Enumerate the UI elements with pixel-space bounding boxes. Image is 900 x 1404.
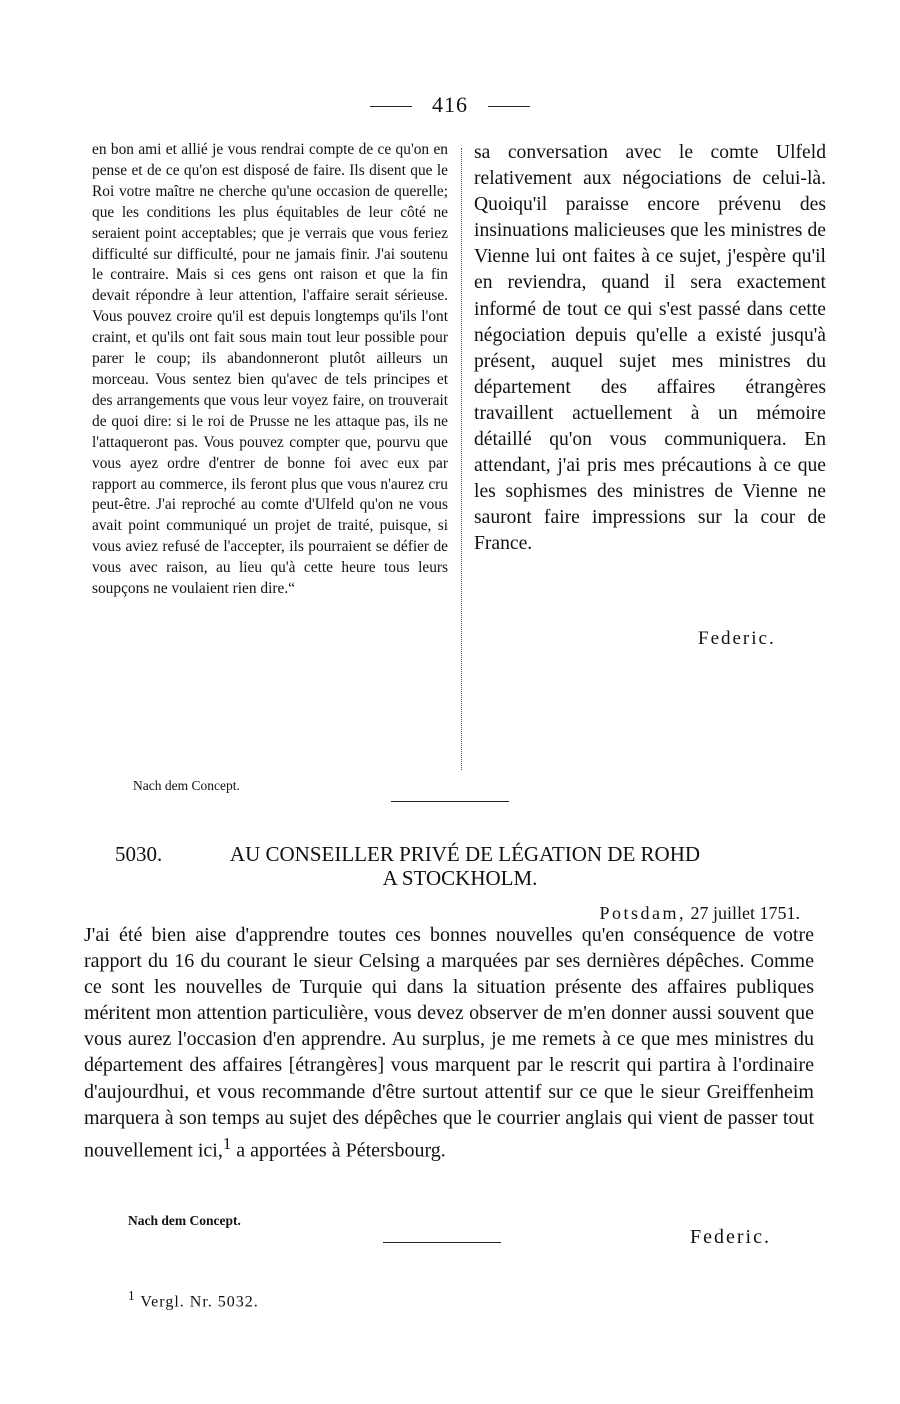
dash-rule-right	[488, 106, 530, 107]
page-number: 416	[432, 92, 468, 117]
date-place: Potsdam,	[599, 903, 686, 923]
dash-rule-left	[370, 106, 412, 107]
letter-body-text: J'ai été bien aise d'apprendre toutes ces bonnes nouvelles qu'en conséquence de votre rapport du 16 du courant le sieur Celsing a marquées par ses dernières dépêches. Comme ce sont les nouvelles de Turquie qui dans la situation présente des affaires publiques méritent mon attention particulière, vous devez observer de m'en donner aussi souvent que vous aurez l'occasion d'en apprendre. Au surplus, je me remets à ce que mes ministres du département des affaires [étrangères] vous marquent par le rescrit qui partira à l'ordinaire d'aujourdhui, et vous recommande d'être surtout attentif sur ce que le sieur Greiffenheim marquera à son temps au sujet des dépêches que le courrier anglais qui vient de passer tout nouvellement ici,	[84, 924, 814, 1162]
signature-letter: Federic.	[690, 1226, 771, 1248]
page-number-row	[0, 92, 900, 118]
footnote	[128, 1288, 259, 1311]
letter-body-end: a apportées à Pétersbourg.	[231, 1139, 446, 1162]
letter-title-line1: AU CONSEILLER PRIVÉ DE LÉGATION DE ROHD	[229, 842, 701, 866]
left-column-text: en bon ami et allié je vous rendrai compte de ce qu'on en pense et de ce qu'on est disposé de faire. Ils disent que le Roi votre maître ne cherche qu'une occasion de querelle; que les conditions les plus équitables de leur côté ne seraient point acceptables; que je verrais que vous feriez difficulté sur difficulté, pour ne jamais finir. J'ai soutenu le contraire. Mais si ces gens ont raison et que la fin devait répondre à leur attention, l'affaire serait sérieuse. Vous pouvez croire qu'il est depuis longtemps qu'ils l'ont craint, et qu'ils ont fait sous main tout leur possible pour parer le coup; ils abandonneront plutôt ailleurs un morceau. Vous sentez bien qu'avec de tels principes et des arrangements que vous leur voyez faire, on trouverait de quoi dire: si le roi de Prusse ne les attaque pas, ils ne l'attaqueront pas. Vous pouvez compter que, pourvu que vous ayez ordre d'entrer de bonne foi avec eux par rapport au commerce, ils feront plus que vous n'aurez cru peut-être. J'ai reproché au comte d'Ulfeld qu'on ne vous avait point communiqué un projet de traité, puisque, si vous aviez refusé de l'accepter, ils pourraient se défier de vous avec raison, au lieu qu'à cette heure tous leurs soupçons ne voulaient rien dire.“	[92, 141, 448, 598]
letter-title-line2: A STOCKHOLM.	[382, 866, 538, 890]
closing-rule	[383, 1242, 501, 1243]
footnote-reference: 1	[222, 1133, 232, 1153]
letter-heading	[110, 842, 810, 890]
date-value: 27 juillet 1751.	[690, 903, 800, 923]
section-rule	[391, 801, 509, 802]
signature-right-column: Federic.	[698, 628, 776, 649]
concept-note-left: Nach dem Concept.	[133, 778, 240, 793]
concept-note-bottom: Nach dem Concept.	[128, 1213, 241, 1228]
footnote-text: Vergl. Nr. 5032.	[140, 1293, 259, 1311]
letter-body	[84, 922, 814, 1164]
right-column-text: sa conversation avec le comte Ulfeld relativement aux négociations de celui-là. Quoiqu'il paraisse encore prévenu des insinuations malicieuses que les ministres de Vienne lui ont faites à ce sujet, j'espère qu'il en reviendra, quand il sera exactement informé de tout ce qui s'est passé dans cette négociation depuis qu'elle a existé jusqu'à présent, auquel sujet mes ministres du département des affaires étrangères travaillent actuellement à un mémoire détaillé qu'on vous communiquera. En attendant, j'ai pris mes précautions à ce que les sophismes des ministres de Vienne ne sauront faire impressions sur la cour de France.	[474, 142, 826, 555]
column-divider	[461, 148, 462, 770]
dateline	[599, 903, 800, 924]
footnote-marker: 1	[128, 1288, 136, 1303]
letter-number: 5030.	[115, 842, 163, 866]
